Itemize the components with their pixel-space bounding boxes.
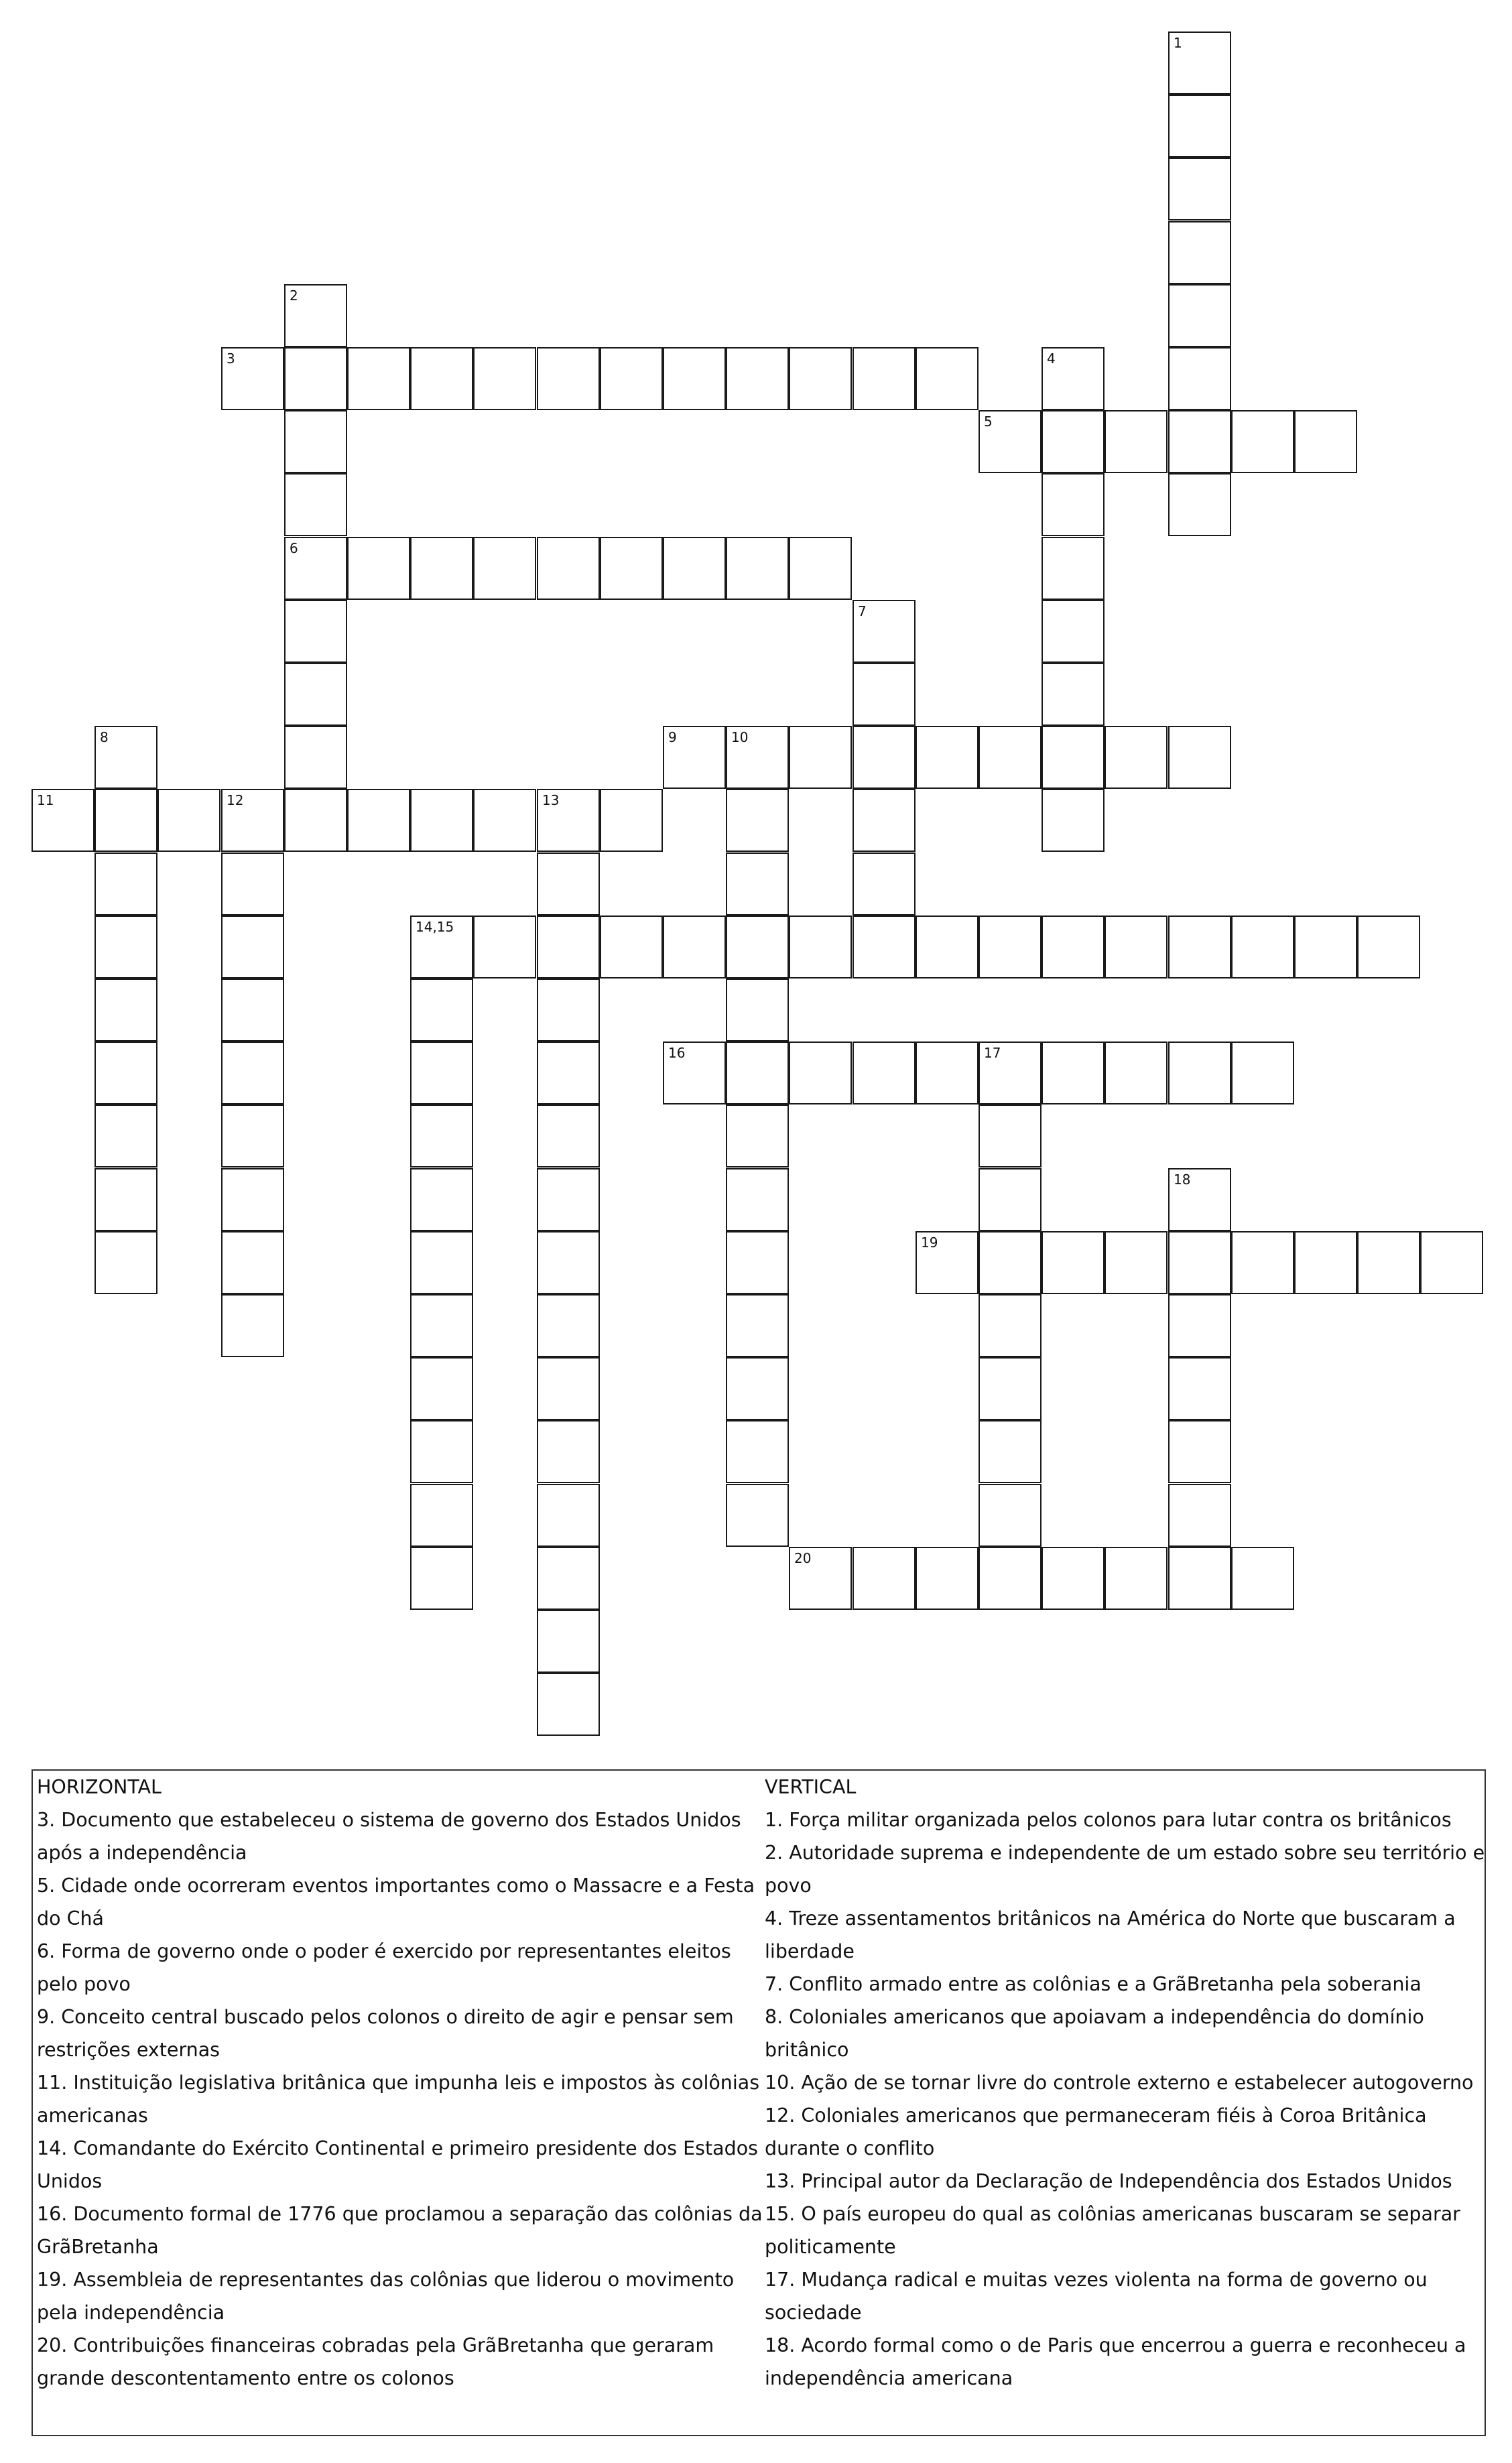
clue-v-10: 10. Ação de se tornar livre do controle externo e estabelecer autogoverno [765, 2072, 1474, 2094]
crossword-cell[interactable] [726, 915, 789, 978]
crossword-cell[interactable] [979, 915, 1042, 978]
crossword-cell[interactable] [916, 915, 979, 978]
crossword-cell[interactable] [1168, 1420, 1231, 1483]
clue-h-6: 6. Forma de governo onde o poder é exercido por representantes eleitos pelo povo [37, 1940, 731, 1995]
crossword-cell[interactable] [94, 1041, 158, 1104]
crossword-cell[interactable] [158, 789, 220, 852]
crossword-cell[interactable] [537, 1041, 600, 1104]
crossword-cell[interactable] [94, 852, 158, 915]
crossword-cell[interactable] [1105, 1041, 1168, 1104]
crossword-cell[interactable] [600, 789, 663, 852]
clue-v-13: 13. Principal autor da Declaração de Independência dos Estados Unidos [765, 2170, 1452, 2192]
crossword-cell[interactable] [410, 537, 473, 600]
crossword-cell[interactable] [1105, 726, 1168, 789]
vertical-clues [765, 1771, 1485, 2395]
crossword-cell[interactable] [853, 347, 916, 410]
crossword-cell[interactable] [410, 347, 473, 410]
clue-v-8: 8. Coloniales americanos que apoiavam a independência do domínio britânico [765, 2006, 1424, 2061]
crossword-cell[interactable] [410, 1547, 473, 1610]
crossword-cell[interactable] [726, 347, 789, 410]
crossword-cell[interactable] [537, 537, 600, 600]
crossword-cell[interactable] [979, 1547, 1042, 1610]
crossword-cell[interactable] [1357, 1231, 1420, 1294]
clue-number: 6 [290, 540, 298, 556]
clue-h-19: 19. Assembleia de representantes das colônias que liderou o movimento pela independência [37, 2269, 735, 2324]
crossword-cell[interactable] [94, 726, 158, 789]
crossword-cell[interactable] [537, 1294, 600, 1357]
crossword-cell[interactable] [726, 1484, 789, 1547]
crossword-cell[interactable] [853, 1547, 916, 1610]
clue-number: 17 [984, 1045, 1001, 1061]
crossword-cell[interactable] [537, 1357, 600, 1420]
crossword-cell[interactable] [663, 726, 726, 789]
crossword-cell[interactable] [853, 663, 916, 726]
horizontal-clues [37, 1771, 774, 2395]
clue-number: 12 [227, 792, 244, 808]
crossword-cell[interactable] [410, 1484, 473, 1547]
crossword-cell[interactable] [1231, 1231, 1294, 1294]
crossword-cell[interactable] [726, 852, 789, 915]
crossword-cell[interactable] [347, 789, 410, 852]
crossword-cell[interactable] [726, 789, 789, 852]
crossword-cell[interactable] [979, 726, 1042, 789]
crossword-cell[interactable] [726, 1168, 789, 1231]
crossword-cell[interactable] [221, 1294, 284, 1357]
crossword-cell[interactable] [284, 726, 347, 789]
crossword-cell[interactable] [1042, 473, 1105, 536]
crossword-cell[interactable] [537, 1547, 600, 1610]
crossword-cell[interactable] [1294, 915, 1357, 978]
crossword-cell[interactable] [789, 1547, 852, 1610]
crossword-cell[interactable] [537, 1484, 600, 1547]
clue-number: 19 [921, 1235, 938, 1251]
clue-number: 4 [1047, 351, 1056, 367]
crossword-cell[interactable] [347, 347, 410, 410]
clue-number: 18 [1174, 1172, 1191, 1188]
crossword-cell[interactable] [663, 537, 726, 600]
crossword-cell[interactable] [94, 789, 158, 852]
crossword-cell[interactable] [979, 1484, 1042, 1547]
crossword-cell[interactable] [410, 1041, 473, 1104]
crossword-cell[interactable] [410, 915, 473, 978]
crossword-cell[interactable] [284, 537, 347, 600]
clue-v-7: 7. Conflito armado entre as colônias e a GrãBretanha pela soberania [765, 1973, 1422, 1995]
crossword-cell[interactable] [284, 473, 347, 536]
crossword-cell[interactable] [1042, 347, 1105, 410]
crossword-cell[interactable] [221, 789, 284, 852]
crossword-cell[interactable] [1042, 600, 1105, 663]
crossword-cell[interactable] [979, 410, 1042, 473]
crossword-cell[interactable] [32, 789, 94, 852]
crossword-cell[interactable] [1168, 1484, 1231, 1547]
clue-number: 1 [1174, 35, 1182, 51]
crossword-cell[interactable] [537, 978, 600, 1041]
clue-number: 14,15 [416, 919, 454, 935]
crossword-cell[interactable] [410, 789, 473, 852]
crossword-cell[interactable] [221, 1168, 284, 1231]
crossword-cell[interactable] [726, 1420, 789, 1483]
crossword-cell[interactable] [1231, 915, 1294, 978]
crossword-cell[interactable] [221, 978, 284, 1041]
clue-number: 8 [100, 729, 109, 745]
crossword-cell[interactable] [284, 789, 347, 852]
crossword-cell[interactable] [1357, 915, 1420, 978]
crossword-cell[interactable] [537, 1104, 600, 1167]
crossword-cell[interactable] [537, 915, 600, 978]
crossword-cell[interactable] [663, 915, 726, 978]
crossword-cell[interactable] [853, 915, 916, 978]
crossword-cell[interactable] [979, 1294, 1042, 1357]
crossword-cell[interactable] [726, 1357, 789, 1420]
crossword-cell[interactable] [410, 1231, 473, 1294]
clue-number: 13 [542, 792, 560, 808]
crossword-cell[interactable] [726, 978, 789, 1041]
crossword-cell[interactable] [1168, 157, 1231, 220]
crossword-cell[interactable] [1168, 347, 1231, 410]
crossword-cell[interactable] [221, 915, 284, 978]
crossword-cell[interactable] [979, 1041, 1042, 1104]
crossword-cell[interactable] [726, 1294, 789, 1357]
crossword-cell[interactable] [663, 1041, 726, 1104]
crossword-cell[interactable] [1294, 1231, 1357, 1294]
crossword-cell[interactable] [600, 537, 663, 600]
crossword-cell[interactable] [1168, 726, 1231, 789]
crossword-cell[interactable] [537, 1610, 600, 1673]
crossword-cell[interactable] [537, 1673, 600, 1736]
clue-number: 2 [290, 288, 298, 304]
crossword-cell[interactable] [1042, 410, 1105, 473]
crossword-cell[interactable] [94, 1168, 158, 1231]
clue-v-17: 17. Mudança radical e muitas vezes violenta na forma de governo ou sociedade [765, 2269, 1428, 2324]
crossword-cell[interactable] [1042, 537, 1105, 600]
crossword-cell[interactable] [537, 347, 600, 410]
crossword-cell[interactable] [221, 1231, 284, 1294]
crossword-cell[interactable] [853, 1041, 916, 1104]
crossword-cell[interactable] [221, 347, 284, 410]
crossword-cell[interactable] [853, 726, 916, 789]
crossword-cell[interactable] [789, 726, 852, 789]
crossword-cell[interactable] [1042, 1231, 1105, 1294]
crossword-cell[interactable] [221, 1041, 284, 1104]
crossword-cell[interactable] [726, 537, 789, 600]
clue-v-2: 2. Autoridade suprema e independente de um estado sobre seu território e povo [765, 1842, 1485, 1897]
crossword-cell[interactable] [726, 1231, 789, 1294]
crossword-cell[interactable] [1042, 915, 1105, 978]
crossword-cell[interactable] [410, 1357, 473, 1420]
crossword-cell[interactable] [1168, 284, 1231, 347]
crossword-cell[interactable] [410, 1104, 473, 1167]
crossword-cell[interactable] [1420, 1231, 1483, 1294]
crossword-cell[interactable] [916, 347, 979, 410]
crossword-cell[interactable] [789, 537, 852, 600]
clue-number: 3 [227, 351, 235, 367]
crossword-cell[interactable] [473, 915, 536, 978]
crossword-cell[interactable] [726, 1104, 789, 1167]
crossword-cell[interactable] [1042, 663, 1105, 726]
crossword-cell[interactable] [1168, 1357, 1231, 1420]
crossword-cell[interactable] [284, 347, 347, 410]
crossword-cell[interactable] [284, 284, 347, 347]
crossword-cell[interactable] [789, 1041, 852, 1104]
crossword-cell[interactable] [284, 663, 347, 726]
crossword-cell[interactable] [94, 1104, 158, 1167]
crossword-cell[interactable] [473, 789, 536, 852]
clue-number: 11 [37, 792, 54, 808]
clue-number: 7 [858, 603, 867, 619]
crossword-cell[interactable] [1168, 410, 1231, 473]
crossword-cell[interactable] [789, 347, 852, 410]
vertical-heading: VERTICAL [765, 1776, 857, 1798]
crossword-cell[interactable] [473, 347, 536, 410]
crossword-cell[interactable] [1168, 1041, 1231, 1104]
crossword-cell[interactable] [1105, 410, 1168, 473]
crossword-cell[interactable] [916, 1041, 979, 1104]
crossword-cell[interactable] [1168, 915, 1231, 978]
crossword-cell[interactable] [600, 915, 663, 978]
crossword-cell[interactable] [1168, 1294, 1231, 1357]
crossword-cell[interactable] [1042, 1041, 1105, 1104]
clue-h-9: 9. Conceito central buscado pelos colonos o direito de agir e pensar sem restrições externas [37, 2006, 734, 2061]
crossword-cell[interactable] [979, 1420, 1042, 1483]
crossword-cell[interactable] [853, 600, 916, 663]
clue-number: 10 [731, 729, 749, 745]
crossword-cell[interactable] [94, 1231, 158, 1294]
crossword-cell[interactable] [979, 1231, 1042, 1294]
crossword-cell[interactable] [410, 1168, 473, 1231]
crossword-cell[interactable] [916, 1231, 979, 1294]
crossword-cell[interactable] [347, 537, 410, 600]
crossword-cell[interactable] [410, 1294, 473, 1357]
clue-number: 9 [668, 729, 677, 745]
clue-h-11: 11. Instituição legislativa britânica que impunha leis e impostos às colônias americanas [37, 2072, 760, 2127]
crossword-cell[interactable] [789, 915, 852, 978]
crossword-cell[interactable] [1294, 410, 1357, 473]
crossword-cell[interactable] [410, 978, 473, 1041]
clue-v-4: 4. Treze assentamentos britânicos na América do Norte que buscaram a liberdade [765, 1907, 1456, 1962]
clue-h-5: 5. Cidade onde ocorreram eventos importantes como o Massacre e a Festa do Chá [37, 1875, 755, 1930]
crossword-cell[interactable] [1168, 1168, 1231, 1231]
crossword-cell[interactable] [916, 1547, 979, 1610]
clue-number: 20 [794, 1550, 812, 1566]
crossword-cell[interactable] [284, 410, 347, 473]
crossword-cell[interactable] [1105, 915, 1168, 978]
crossword-cell[interactable] [94, 978, 158, 1041]
crossword-cell[interactable] [1231, 1041, 1294, 1104]
crossword-cell[interactable] [1231, 1547, 1294, 1610]
crossword-cell[interactable] [979, 1168, 1042, 1231]
crossword-cell[interactable] [473, 537, 536, 600]
crossword-cell[interactable] [1231, 410, 1294, 473]
crossword-cell[interactable] [94, 915, 158, 978]
clue-number: 16 [668, 1045, 686, 1061]
crossword-cell[interactable] [1105, 1547, 1168, 1610]
crossword-cell[interactable] [1042, 789, 1105, 852]
crossword-cell[interactable] [726, 1041, 789, 1104]
clue-v-18: 18. Acordo formal como o de Paris que encerrou a guerra e reconheceu a independência americana [765, 2334, 1466, 2389]
clue-h-16: 16. Documento formal de 1776 que proclamou a separação das colônias da GrãBretanha [37, 2203, 763, 2258]
crossword-cell[interactable] [726, 726, 789, 789]
crossword-cell[interactable] [853, 789, 916, 852]
crossword-cell[interactable] [410, 1420, 473, 1483]
clues-box [32, 1769, 1486, 2436]
clue-h-3: 3. Documento que estabeleceu o sistema de governo dos Estados Unidos após a independência [37, 1809, 741, 1864]
clue-h-14: 14. Comandante do Exército Continental e primeiro presidente dos Estados Unidos [37, 2137, 759, 2192]
clue-v-15: 15. O país europeu do qual as colônias americanas buscaram se separar politicamente [765, 2203, 1460, 2258]
clue-h-20: 20. Contribuições financeiras cobradas pela GrãBretanha que geraram grande descontentamento entre os colonos [37, 2334, 714, 2389]
crossword-cell[interactable] [1105, 1231, 1168, 1294]
crossword-cell[interactable] [663, 347, 726, 410]
crossword-cell[interactable] [1042, 1547, 1105, 1610]
crossword-cell[interactable] [1168, 1231, 1231, 1294]
clue-number: 5 [984, 414, 993, 430]
crossword-cell[interactable] [979, 1104, 1042, 1167]
crossword-cell[interactable] [537, 852, 600, 915]
crossword-cell[interactable] [1168, 1547, 1231, 1610]
crossword-cell[interactable] [979, 1357, 1042, 1420]
crossword-cell[interactable] [284, 600, 347, 663]
clue-v-1: 1. Força militar organizada pelos colonos para lutar contra os britânicos [765, 1809, 1452, 1831]
clue-v-12: 12. Coloniales americanos que permaneceram fiéis à Coroa Britânica durante o conflito [765, 2104, 1427, 2159]
crossword-cell[interactable] [221, 852, 284, 915]
crossword-cell[interactable] [600, 347, 663, 410]
crossword-cell[interactable] [1168, 31, 1231, 94]
crossword-cell[interactable] [1168, 473, 1231, 536]
crossword-cell[interactable] [1168, 94, 1231, 157]
crossword-cell[interactable] [221, 1104, 284, 1167]
crossword-cell[interactable] [537, 1231, 600, 1294]
crossword-cell[interactable] [1042, 726, 1105, 789]
crossword-cell[interactable] [1168, 221, 1231, 284]
crossword-cell[interactable] [916, 726, 979, 789]
crossword-cell[interactable] [537, 789, 600, 852]
crossword-cell[interactable] [853, 852, 916, 915]
crossword-cell[interactable] [537, 1420, 600, 1483]
horizontal-heading: HORIZONTAL [37, 1776, 162, 1798]
crossword-cell[interactable] [537, 1168, 600, 1231]
